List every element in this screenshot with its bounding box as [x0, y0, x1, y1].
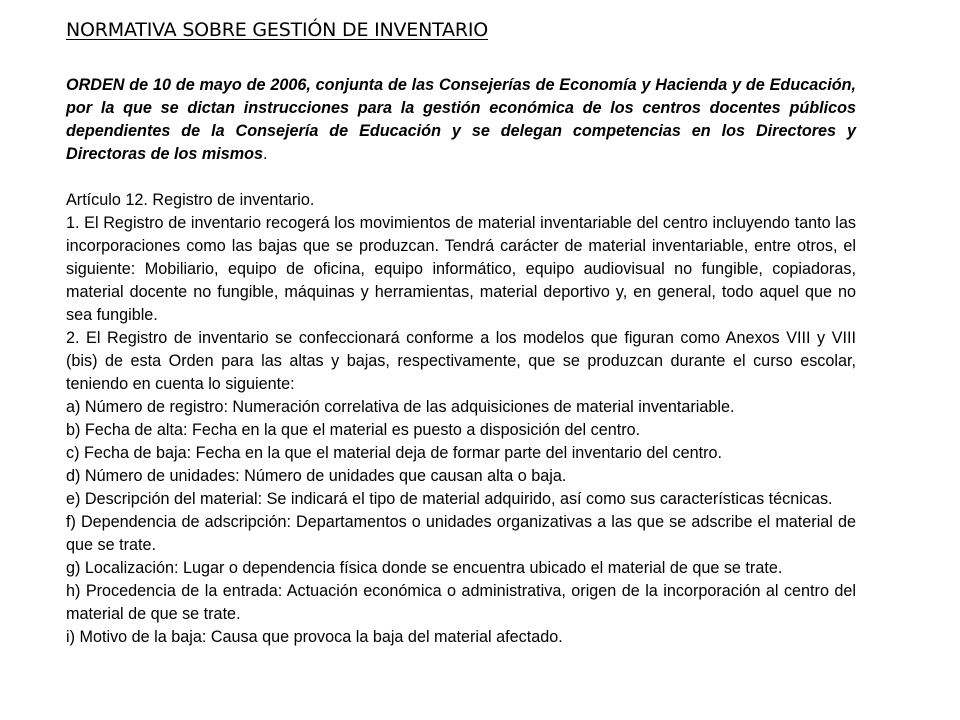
list-item-b: b) Fecha de alta: Fecha en la que el material es puesto a disposición del centro. [66, 421, 641, 439]
paragraph-1: 1. El Registro de inventario recogerá los movimientos de material inventariable del centro incluyendo tanto las incorporaciones como las bajas que se produzcan. Tendrá carácter de material inventariable, entre otros, el siguiente: Mobiliario, equipo de oficina, equipo informático, equipo audiovisual no fungible, copiadoras, material docente no fungible, máquinas y herramientas, material deportivo y, en general, todo aquel que no sea fungible. [66, 214, 856, 324]
list-item-d: d) Número de unidades: Número de unidades que causan alta o baja. [66, 467, 567, 485]
list-item-f: f) Dependencia de adscripción: Departamentos o unidades organizativas a las que se adscribe el material de que se trate. [66, 513, 856, 554]
paragraph-2: 2. El Registro de inventario se confeccionará conforme a los modelos que figuran como Anexos VIII y VIII (bis) de esta Orden para las altas y bajas, respectivamente, que se produzcan durante el curso escolar, teniendo en cuenta lo siguiente: [66, 329, 856, 393]
order-heading [66, 74, 856, 166]
list-item-e: e) Descripción del material: Se indicará el tipo de material adquirido, así como sus características técnicas. [66, 490, 833, 508]
list-item-g: g) Localización: Lugar o dependencia física donde se encuentra ubicado el material de que se trate. [66, 559, 783, 577]
list-item-i: i) Motivo de la baja: Causa que provoca la baja del material afectado. [66, 628, 563, 646]
document-body [66, 74, 856, 649]
spacer [66, 166, 856, 189]
page-title: NORMATIVA SOBRE GESTIÓN DE INVENTARIO [66, 19, 489, 41]
order-heading-period: . [263, 145, 268, 163]
list-item-c: c) Fecha de baja: Fecha en la que el material deja de formar parte del inventario del centro. [66, 444, 722, 462]
list-item-h: h) Procedencia de la entrada: Actuación económica o administrativa, origen de la incorporación al centro del material de que se trate. [66, 582, 856, 623]
article-title: Artículo 12. Registro de inventario. [66, 191, 315, 209]
list-item-a: a) Número de registro: Numeración correlativa de las adquisiciones de material inventariable. [66, 398, 735, 416]
order-heading-text: ORDEN de 10 de mayo de 2006, conjunta de las Consejerías de Economía y Hacienda y de Educación, por la que se dictan instrucciones para la gestión económica de los centros docentes públicos dependientes de la Consejería de Educación y se delegan competencias en los Directores y Directoras de los mismos [66, 76, 856, 163]
